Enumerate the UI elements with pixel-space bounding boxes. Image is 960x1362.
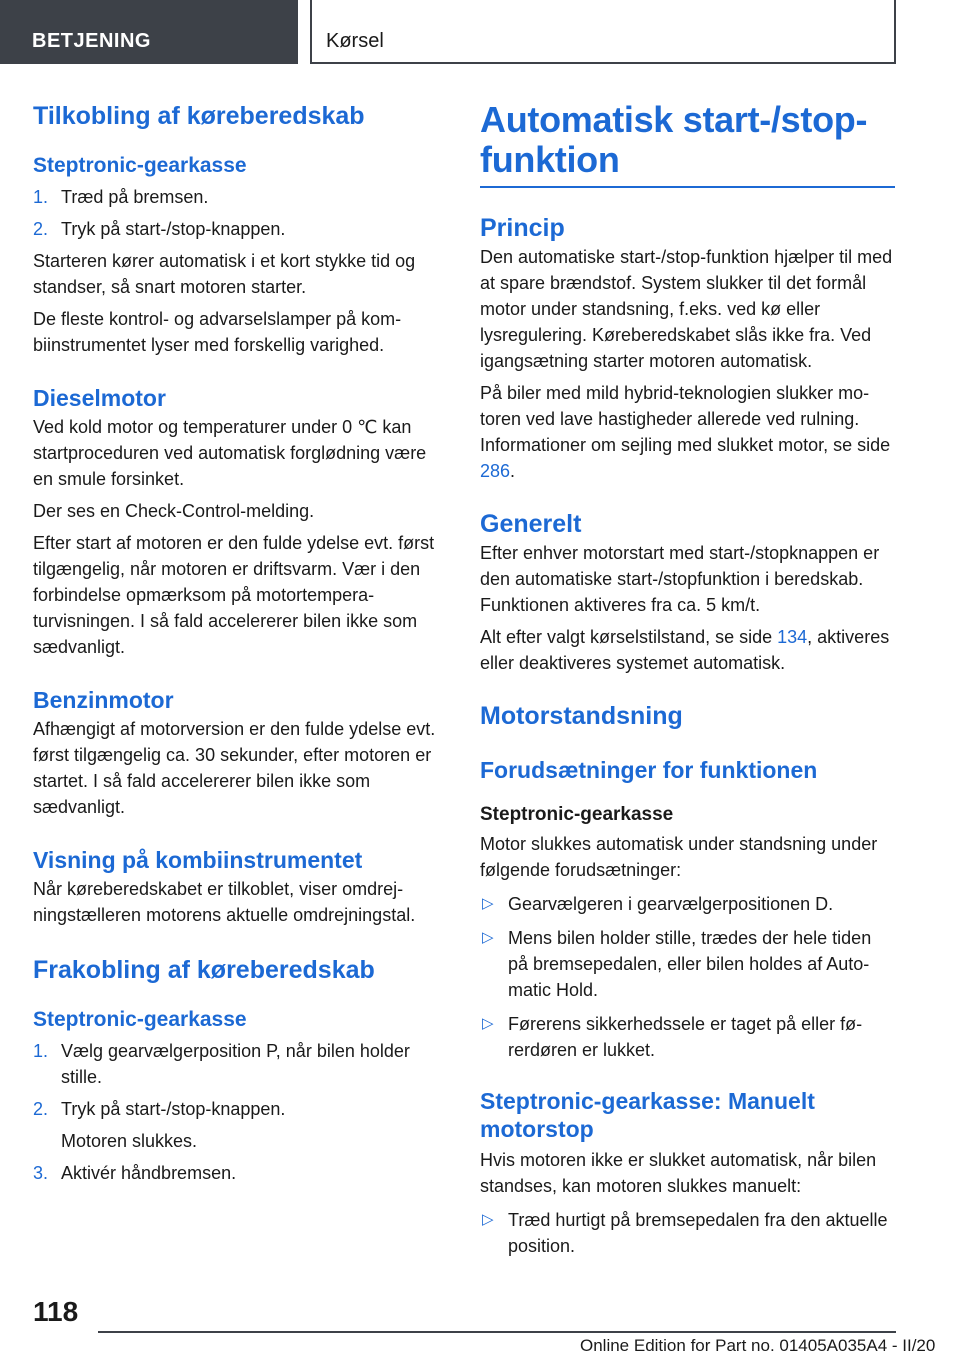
bullet-list-2 (480, 1207, 895, 1259)
footer-rule (98, 1331, 896, 1333)
bullet-text: Gearvælgeren i gearvælgerpositionen D. (508, 894, 834, 914)
steps-list-2 (33, 1038, 451, 1186)
right-column (480, 100, 895, 1259)
heading-motorstandsning: Motorstandsning (480, 702, 683, 730)
list-item (480, 1011, 895, 1063)
heading-automatisk-start-stop: Automatisk start-/stopfunktion (480, 99, 868, 180)
heading-visning: Visning på kombiinstrumentet (33, 847, 363, 873)
text-span: På biler med mild hybrid-teknologien slukker motoren ved lave hastigheder allerede ved rulning. Informationer om sejling med slukket motor, se side (480, 383, 891, 455)
bullet-text: Mens bilen holder stille, trædes der hele tiden på bremsepedalen, eller bilen holdes af Automatic Hold. (508, 928, 872, 1000)
step-number: 1. (33, 1041, 49, 1061)
heading-benzinmotor: Benzinmotor (33, 687, 174, 713)
footer-edition: Online Edition for Part no. 01405A035A4 - II/20 (580, 1336, 936, 1355)
paragraph (480, 380, 895, 484)
step-number: 2. (33, 1099, 49, 1119)
heading-manuelt-motorstop: Steptronic-gearkasse: Manuelt motorstop (480, 1088, 815, 1142)
heading-dieselmotor: Dieselmotor (33, 385, 166, 411)
heading-steptronic-1: Steptronic-gearkasse (33, 154, 247, 177)
paragraph: Afhængigt af motorversion er den fulde ydelse evt. først tilgængelig ca. 30 sekunder, efter motoren er startet. I så fald accelererer bilen ikke som sædvanligt. (33, 719, 436, 817)
heading-rule (480, 186, 895, 188)
paragraph: Motor slukkes automatisk under standsning under følgende forudsætninger: (480, 834, 878, 880)
list-item (480, 891, 895, 917)
paragraph: Ved kold motor og temperaturer under 0 ℃ kan startproceduren ved automatisk forglødning være en smule forsinket. (33, 417, 427, 489)
step-subtext: Motoren slukkes. (61, 1131, 198, 1151)
header-section-label: BETJENING (32, 30, 151, 52)
step-text: Aktivér håndbremsen. (61, 1163, 237, 1183)
bullet-text: Førerens sikkerhedssele er taget på eller førerdøren er lukket. (508, 1014, 863, 1060)
text-span: . (510, 461, 516, 481)
step-number: 2. (33, 219, 49, 239)
triangle-bullet-icon: ▷ (482, 929, 494, 946)
paragraph: Hvis motoren ikke er slukket automatisk, når bilen standses, kan motoren slukkes manuelt: (480, 1150, 877, 1196)
page-link-286[interactable]: 286 (480, 461, 511, 481)
paragraph: Når køreberedskabet er tilkoblet, viser omdrejningstælleren motorens aktuelle omdrejningstal. (33, 879, 416, 925)
heading-tilkobling: Tilkobling af køreberedskab (33, 102, 365, 130)
heading-steptronic: Steptronic-gearkasse (480, 804, 674, 825)
paragraph: De fleste kontrol- og advarselslamper på kombiinstrumentet lyser med forskellig varighed. (33, 309, 402, 355)
page-link-134[interactable]: 134 (777, 627, 808, 647)
paragraph: Den automatiske start-/stop-funktion hjælper til med at spare brændstof. System slukker til det formål motor under standsning, f.eks. ved kø eller lysregulering. Køreberedskabet slås ikke fra. Ved igangsætning starter motoren automatisk. (480, 247, 893, 371)
heading-princip: Princip (480, 214, 565, 242)
step-text: Tryk på start-/stop-knappen. (61, 219, 286, 239)
text-span: , aktiveres eller deaktiveres systemet automatisk. (480, 627, 890, 673)
heading-frakobling: Frakobling af køreberedskab (33, 956, 375, 984)
list-item (33, 184, 451, 210)
triangle-bullet-icon: ▷ (482, 1015, 494, 1032)
list-item (33, 216, 451, 242)
bullet-text: Træd hurtigt på bremsepedalen fra den aktuelle position. (508, 1210, 888, 1256)
step-number: 1. (33, 187, 49, 207)
header-section (0, 0, 298, 64)
paragraph: Der ses en Check-Control-melding. (33, 501, 315, 521)
bullet-list-1 (480, 891, 895, 1063)
paragraph: Starteren kører automatisk i et kort stykke tid og standser, så snart motoren starter. (33, 251, 416, 297)
step-text: Tryk på start-/stop-knappen. (61, 1099, 286, 1119)
step-text: Vælg gearvælgerposition P, når bilen holder stille. (61, 1041, 410, 1087)
page-number: 118 (33, 1296, 79, 1327)
list-item (33, 1096, 451, 1154)
header-chapter-label: Kørsel (326, 30, 384, 52)
left-column (33, 100, 451, 1186)
triangle-bullet-icon: ▷ (482, 1211, 494, 1228)
triangle-bullet-icon: ▷ (482, 895, 494, 912)
step-text: Træd på bremsen. (61, 187, 209, 207)
header-chapter (310, 0, 896, 64)
heading-forudsaetninger: Forudsætninger for funktionen (480, 757, 818, 783)
paragraph: Efter enhver motorstart med start-/stopknappen er den automatiske start-/stopfunktion i beredskab. Funktionen aktiveres fra ca. 5 km/t. (480, 543, 880, 615)
heading-generelt: Generelt (480, 510, 582, 538)
list-item (480, 1207, 895, 1259)
step-number: 3. (33, 1163, 49, 1183)
list-item (33, 1160, 451, 1186)
paragraph (480, 624, 895, 676)
list-item (33, 1038, 451, 1090)
text-span: Alt efter valgt kørselstilstand, se side (480, 627, 778, 647)
paragraph: Efter start af motoren er den fulde ydelse evt. først tilgængelig, når motoren er driftsvarm. Vær i den forbindelse opmærksom på motortemperaturvisningen. I så fald accelererer bilen ikke som sædvanligt. (33, 533, 435, 657)
steps-list-1 (33, 184, 451, 242)
heading-steptronic-2: Steptronic-gearkasse (33, 1008, 247, 1031)
list-item (480, 925, 895, 1003)
